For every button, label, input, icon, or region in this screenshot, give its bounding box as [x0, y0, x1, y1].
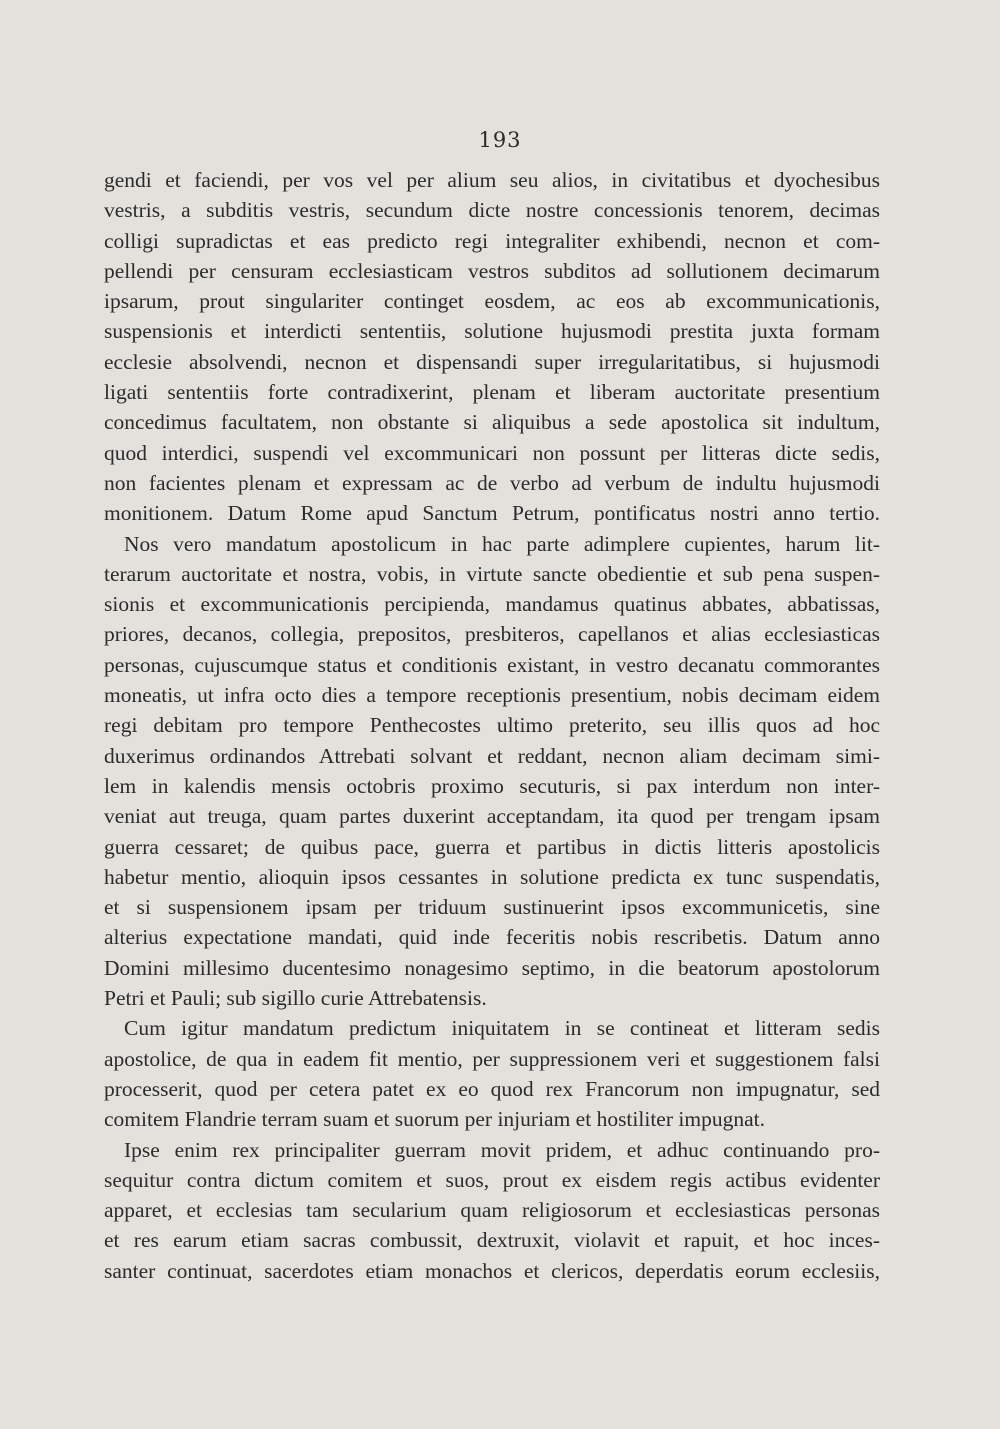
- text-line: et res earum etiam sacras combussit, dextruxit, violavit et rapuit, et hoc inces-: [104, 1228, 880, 1253]
- text-line: pellendi per censuram ecclesiasticam vestros subditos ad sollutionem decimarum: [104, 258, 880, 283]
- text-line: ipsarum, prout singulariter continget eosdem, ac eos ab excommunicationis,: [104, 289, 880, 314]
- text-line: sionis et excommunicationis percipienda, mandamus quatinus abbates, abbatissas,: [104, 592, 880, 617]
- text-line: duxerimus ordinandos Attrebati solvant et reddant, necnon aliam decimam simi-: [104, 743, 880, 768]
- text-line: processerit, quod per cetera patet ex eo quod rex Francorum non impugnatur, sed: [104, 1076, 880, 1101]
- text-line: Petri et Pauli; sub sigillo curie Attrebatensis.: [104, 986, 487, 1011]
- text-line: gendi et faciendi, per vos vel per alium seu alios, in civitatibus et dyochesibus: [104, 168, 880, 192]
- text-line: moneatis, ut infra octo dies a tempore receptionis presentium, nobis decimam eidem: [104, 683, 880, 708]
- text-line: Nos vero mandatum apostolicum in hac parte adimplere cupientes, harum lit-: [124, 531, 880, 556]
- text-line: Ipse enim rex principaliter guerram movit pridem, et adhuc continuando pro-: [124, 1137, 880, 1162]
- page-number: 193: [478, 128, 522, 152]
- body-text: [104, 165, 880, 1286]
- text-line: sequitur contra dictum comitem et suos, prout ex eisdem regis actibus evidenter: [104, 1167, 880, 1192]
- text-line: quod interdici, suspendi vel excommunicari non possunt per litteras dicte sedis,: [104, 440, 880, 465]
- text-line: lem in kalendis mensis octobris proximo secuturis, si pax interdum non inter-: [104, 773, 880, 798]
- text-line: concedimus facultatem, non obstante si aliquibus a sede apostolica sit indultum,: [104, 410, 880, 435]
- text-line: personas, cujuscumque status et conditionis existant, in vestro decanatu commorantes: [104, 652, 880, 677]
- text-line: habetur mentio, alioquin ipsos cessantes in solutione predicta ex tunc suspendatis,: [104, 864, 880, 889]
- text-line: santer continuat, sacerdotes etiam monachos et clericos, deperdatis eorum ecclesiis,: [104, 1258, 880, 1283]
- text-line: suspensionis et interdicti sententiis, solutione hujusmodi prestita juxta formam: [104, 319, 880, 344]
- text-line: apostolice, de qua in eadem fit mentio, per suppressionem veri et suggestionem falsi: [104, 1046, 880, 1071]
- text-line: apparet, et ecclesias tam secularium quam religiosorum et ecclesiasticas personas: [104, 1198, 880, 1223]
- text-line: non facientes plenam et expressam ac de verbo ad verbum de indultu hujusmodi: [104, 470, 880, 495]
- text-line: alterius expectatione mandati, quid inde feceritis nobis rescribetis. Datum anno: [104, 925, 880, 950]
- text-line: terarum auctoritate et nostra, vobis, in virtute sancte obedientie et sub pena suspen-: [104, 561, 880, 586]
- text-line: et si suspensionem ipsam per triduum sustinuerint ipsos excommunicetis, sine: [104, 895, 880, 920]
- text-line: monitionem. Datum Rome apud Sanctum Petrum, pontificatus nostri anno tertio.: [104, 501, 880, 526]
- text-line: regi debitam pro tempore Penthecostes ultimo preterito, seu illis quos ad hoc: [104, 713, 880, 738]
- text-line: ecclesie absolvendi, necnon et dispensandi super irregularitatibus, si hujusmodi: [104, 349, 880, 374]
- text-line: colligi supradictas et eas predicto regi integraliter exhibendi, necnon et com-: [104, 228, 880, 253]
- text-line: ligati sententiis forte contradixerint, plenam et liberam auctoritate presentium: [104, 380, 880, 405]
- text-line: Cum igitur mandatum predictum iniquitatem in se contineat et litteram sedis: [124, 1016, 880, 1041]
- text-line: comitem Flandrie terram suam et suorum per injuriam et hostiliter impugnat.: [104, 1107, 765, 1132]
- text-line: guerra cessaret; de quibus pace, guerra et partibus in dictis litteris apostolicis: [104, 834, 880, 859]
- text-line: priores, decanos, collegia, prepositos, presbiteros, capellanos et alias ecclesiasticas: [104, 622, 880, 647]
- text-line: vestris, a subditis vestris, secundum dicte nostre concessionis tenorem, decimas: [104, 198, 880, 223]
- text-line: veniat aut treuga, quam partes duxerint acceptandam, ita quod per trengam ipsam: [104, 804, 880, 829]
- text-line: Domini millesimo ducentesimo nonagesimo septimo, in die beatorum apostolorum: [104, 955, 880, 980]
